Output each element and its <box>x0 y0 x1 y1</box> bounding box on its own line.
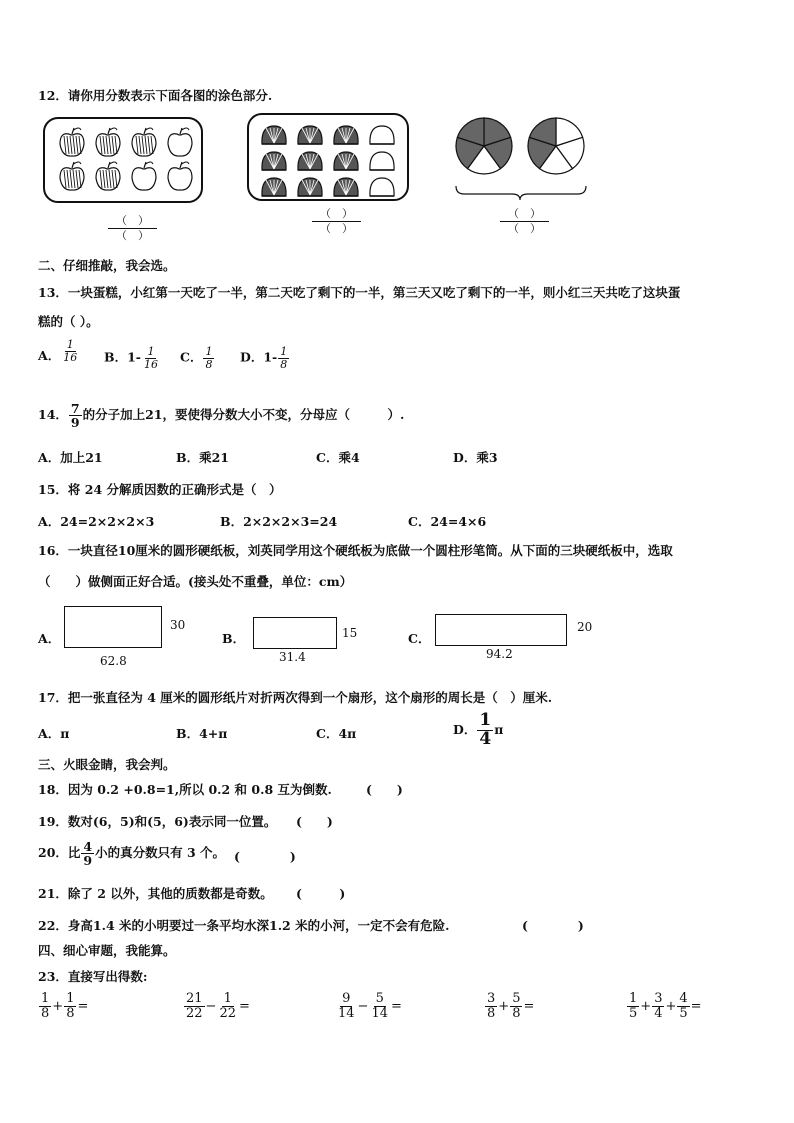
section-4-heading: 四、细心审题，我能算。 <box>38 943 176 958</box>
apple-figure <box>42 116 204 204</box>
fraction: $\frac{1}{22}$ <box>219 991 236 1021</box>
q14-text: 14． $\frac{7}{9}$ 的分子加上21，要使得分数大小不变，分母应（ ）. <box>38 401 405 431</box>
q19-text: 19．数对(6，5)和(5，6)表示同一位置。 <box>38 814 277 829</box>
shell-icon <box>334 152 358 170</box>
fraction: $\frac{3}{8}$ <box>487 991 496 1021</box>
q19-answer-blank[interactable]: ( ) <box>296 814 333 829</box>
fraction: $\frac{1}{16}$ <box>143 345 158 371</box>
q16-option-a[interactable]: A． <box>38 631 61 646</box>
cardboard-c <box>435 614 567 646</box>
q14-option-c[interactable]: C．乘4 <box>316 450 360 465</box>
fraction: $\frac{9}{14}$ <box>338 991 355 1021</box>
cardboard-b-width: 31.4 <box>279 650 306 664</box>
fraction: $\frac{4}{5}$ <box>679 991 688 1021</box>
shell-figure <box>246 112 410 202</box>
q13-option-a[interactable]: A． $\frac{1}{16}$ <box>38 338 78 364</box>
shell-icon <box>334 178 358 196</box>
calc-item-1[interactable]: $\frac{1}{8}$ + $\frac{1}{8}$ = <box>41 991 89 1021</box>
cardboard-b <box>253 617 337 649</box>
calc-item-4[interactable]: $\frac{3}{8}$ + $\frac{5}{8}$ = <box>487 991 535 1021</box>
apple-icon <box>96 162 120 190</box>
q16-option-b[interactable]: B． <box>222 631 246 646</box>
apple-icon <box>132 128 156 156</box>
shell-icon <box>262 178 286 196</box>
fraction: $\frac{1}{4}$ <box>479 710 492 749</box>
circle-figure <box>452 114 592 204</box>
q17-option-b[interactable]: B．4+π <box>176 726 228 741</box>
q18-text: 18．因为 0.2 +0.8=1,所以 0.2 和 0.8 互为倒数. <box>38 782 332 797</box>
q20-answer-blank[interactable]: ( ) <box>234 849 296 864</box>
cardboard-a-height: 30 <box>170 618 186 632</box>
fraction: $\frac{4}{9}$ <box>83 839 93 869</box>
fraction: $\frac{1}{5}$ <box>629 991 638 1021</box>
q15-text: 15．将 24 分解质因数的正确形式是（ ） <box>38 482 282 497</box>
shell-icon <box>334 126 358 144</box>
shell-fraction-blank[interactable]: （ ） （ ） <box>312 207 361 236</box>
shell-icon <box>298 178 322 196</box>
calc-item-3[interactable]: $\frac{9}{14}$ − $\frac{5}{14}$ = <box>338 991 402 1021</box>
fraction: $\frac{1}{16}$ <box>63 338 78 364</box>
q13-line1: 13．一块蛋糕，小红第一天吃了一半，第二天吃了剩下的一半，第三天又吃了剩下的一半，则小红三天共吃了这块蛋 <box>38 285 681 300</box>
q17-option-d[interactable]: D． $\frac{1}{4}$ π <box>453 710 504 749</box>
q22-text: 22．身高1.4 米的小明要过一条平均水深1.2 米的小河，一定不会有危险. <box>38 918 450 933</box>
q14-option-b[interactable]: B．乘21 <box>176 450 229 465</box>
fraction: $\frac{5}{14}$ <box>371 991 388 1021</box>
q20-text: 20．比 $\frac{4}{9}$ 小的真分数只有 3 个。 <box>38 839 226 869</box>
fraction: $\frac{1}{8}$ <box>41 991 50 1021</box>
q15-option-b[interactable]: B．2×2×2×3=24 <box>220 514 338 529</box>
shell-icon <box>298 152 322 170</box>
q17-option-a[interactable]: A．π <box>38 726 70 741</box>
cardboard-c-height: 20 <box>577 620 593 634</box>
shell-icon <box>298 126 322 144</box>
section-2-heading: 二、仔细推敲，我会选。 <box>38 258 176 273</box>
apple-icon <box>168 162 192 190</box>
pie-circle-icon <box>456 118 512 174</box>
q13-option-d[interactable]: D．1- $\frac{1}{8}$ <box>240 345 288 371</box>
q23-text: 23．直接写出得数: <box>38 969 148 984</box>
fraction: $\frac{21}{22}$ <box>186 991 203 1021</box>
q14-option-a[interactable]: A．加上21 <box>38 450 103 465</box>
fraction: $\frac{3}{4}$ <box>654 991 663 1021</box>
shell-icon <box>370 126 394 144</box>
q16-line1: 16．一块直径10厘米的圆形硬纸板，刘英同学用这个硬纸板为底做一个圆柱形笔筒。从下面的三块硬纸板中，选取 <box>38 543 673 558</box>
q16-line2: （ ）做侧面正好合适。(接头处不重叠，单位：cm） <box>38 574 353 589</box>
pie-circle-icon <box>528 118 584 174</box>
q15-option-c[interactable]: C．24=4×6 <box>408 514 487 529</box>
circle-fraction-blank[interactable]: （ ） （ ） <box>500 207 549 236</box>
fraction: $\frac{5}{8}$ <box>512 991 521 1021</box>
cardboard-a-width: 62.8 <box>100 654 127 668</box>
fraction: $\frac{1}{8}$ <box>66 991 75 1021</box>
apple-fraction-blank[interactable]: （ ） （ ） <box>108 214 157 243</box>
apple-icon <box>60 162 84 190</box>
q18-answer-blank[interactable]: ( ) <box>366 782 403 797</box>
calc-item-5[interactable]: $\frac{1}{5}$ + $\frac{3}{4}$ + $\frac{4}{5}$ = <box>629 991 702 1021</box>
q14-option-d[interactable]: D．乘3 <box>453 450 498 465</box>
shell-icon <box>370 178 394 196</box>
fraction: $\frac{1}{8}$ <box>280 345 288 371</box>
fraction: $\frac{1}{8}$ <box>205 345 213 371</box>
cardboard-a <box>64 606 162 648</box>
q13-option-b[interactable]: B．1- $\frac{1}{16}$ <box>104 345 158 371</box>
q17-option-c[interactable]: C．4π <box>316 726 357 741</box>
q17-text: 17．把一张直径为 4 厘米的圆形纸片对折两次得到一个扇形，这个扇形的周长是（ ）厘米. <box>38 690 553 705</box>
calc-item-2[interactable]: $\frac{21}{22}$ − $\frac{1}{22}$ = <box>186 991 250 1021</box>
apple-icon <box>168 128 192 156</box>
apple-icon <box>96 128 120 156</box>
shell-icon <box>370 152 394 170</box>
apple-icon <box>132 162 156 190</box>
cardboard-c-width: 94.2 <box>486 647 513 661</box>
q15-option-a[interactable]: A．24=2×2×2×3 <box>38 514 155 529</box>
q22-answer-blank[interactable]: ( ) <box>522 918 584 933</box>
cardboard-b-height: 15 <box>342 626 358 640</box>
shell-icon <box>262 126 286 144</box>
shell-icon <box>262 152 286 170</box>
q13-line2: 糕的（ ）。 <box>38 314 99 329</box>
fraction: $\frac{7}{9}$ <box>70 401 80 431</box>
q16-option-c[interactable]: C． <box>408 631 431 646</box>
q13-option-c[interactable]: C． $\frac{1}{8}$ <box>180 345 213 371</box>
apple-icon <box>60 128 84 156</box>
section-3-heading: 三、火眼金睛，我会判。 <box>38 757 176 772</box>
q12-text: 12．请你用分数表示下面各图的涂色部分. <box>38 88 273 103</box>
q21-text: 21．除了 2 以外，其他的质数都是奇数。 <box>38 886 273 901</box>
q21-answer-blank[interactable]: ( ) <box>296 886 346 901</box>
